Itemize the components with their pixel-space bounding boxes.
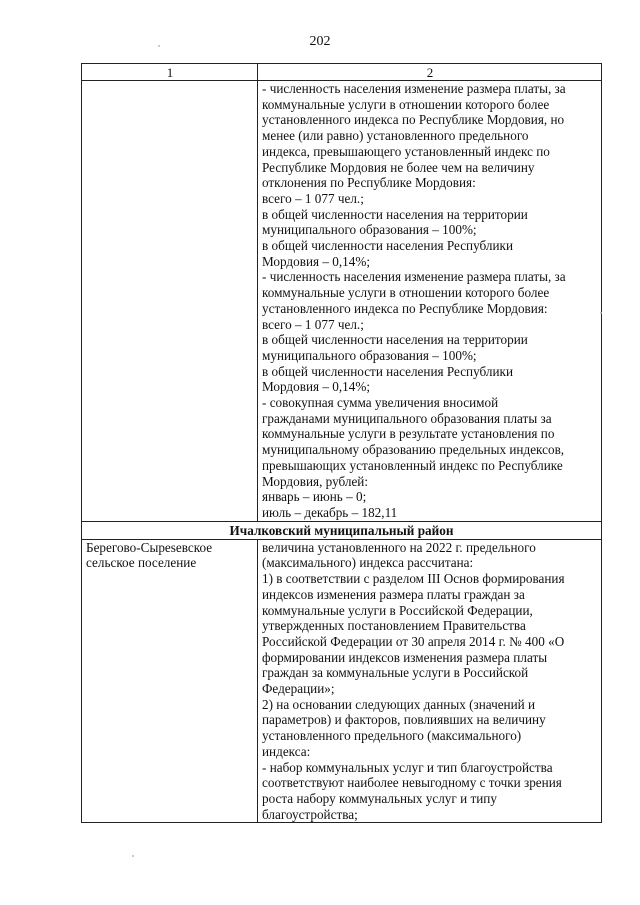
continuation-row xyxy=(82,81,602,522)
scan-speck xyxy=(158,45,160,47)
text-line: установленного индекса по Республике Мордовия, но xyxy=(262,112,565,128)
text-line: в общей численности населения Республики xyxy=(262,238,514,254)
text-line: в общей численности населения на территории xyxy=(262,206,528,222)
text-line: всего – 1 077 чел.; xyxy=(262,316,364,332)
text-line: Мордовия – 0,14%; xyxy=(262,253,370,269)
settlement-name-line: Берегово-Сырesевское xyxy=(86,539,213,555)
text-line: - численность населения изменение размера платы, за xyxy=(262,81,566,96)
text-line: величина установленного на 2022 г. предельного xyxy=(262,539,536,555)
column-header-1: 1 xyxy=(82,64,258,81)
text-line: благоустройства; xyxy=(262,806,358,822)
text-line: коммунальные услуги в отношении которого более xyxy=(262,96,550,112)
text-line: индексов изменения размера платы граждан за xyxy=(262,586,525,602)
continuation-row-col2 xyxy=(258,81,602,522)
text-line: - совокупная сумма увеличения вносимой xyxy=(262,395,499,411)
column-header-2: 2 xyxy=(258,64,602,81)
text-line: индекса: xyxy=(262,743,311,759)
text-line: отклонения по Республике Мордовия: xyxy=(262,175,476,191)
settlement-name-line: сельское поселение xyxy=(86,555,197,571)
text-line: гражданами муниципального образования платы за xyxy=(262,410,552,426)
text-line: превышающих установленный индекс по Республике xyxy=(262,457,563,473)
text-line: - набор коммунальных услуг и тип благоустройства xyxy=(262,759,553,775)
text-line: Мордовия, рублей: xyxy=(262,473,369,489)
text-line: параметров) и факторов, повлиявших на величину xyxy=(262,712,546,728)
settlement-row xyxy=(82,539,602,823)
text-line: муниципального образования – 100%; xyxy=(262,347,477,363)
text-line: формировании индексов изменения размера платы xyxy=(262,649,548,665)
text-line: граждан за коммунальные услуги в Российской xyxy=(262,665,529,681)
text-line: 1) в соответствии с разделом III Основ формирования xyxy=(262,571,565,587)
text-line: коммунальные услуги в отношении которого более xyxy=(262,285,550,301)
text-line: установленного предельного (максимального) xyxy=(262,728,522,744)
text-line: муниципального образования – 100%; xyxy=(262,222,477,238)
text-line: установленного индекса по Республике Мордовия: xyxy=(262,300,548,316)
section-title-row xyxy=(82,521,602,539)
text-line: в общей численности населения Республики xyxy=(262,363,514,379)
scan-speck xyxy=(132,855,134,857)
text-line: соответствуют наиболее невыгодному с точки зрения xyxy=(262,775,562,791)
page-number: 202 xyxy=(309,34,331,49)
text-line: 2) на основании следующих данных (значений и xyxy=(262,696,536,712)
settlement-description-cell xyxy=(258,539,602,823)
document-table xyxy=(81,63,602,823)
text-line: Республике Мордовия не более чем на величину xyxy=(262,159,535,175)
text-line: всего – 1 077 чел.; xyxy=(262,190,364,206)
settlement-name-cell xyxy=(82,539,258,823)
text-line: менее (или равно) установленного предельного xyxy=(262,128,529,144)
text-line: июль – декабрь – 182,11 xyxy=(262,504,398,520)
text-line: коммунальные услуги в Российской Федерации, xyxy=(262,602,533,618)
text-line: (максимального) индекса рассчитана: xyxy=(262,555,474,571)
text-line: роста набору коммунальных услуг и типу xyxy=(262,790,497,806)
continuation-row-col1 xyxy=(82,81,258,522)
text-line: коммунальные услуги в результате установления по xyxy=(262,426,555,442)
text-line: - численность населения изменение размера платы, за xyxy=(262,269,566,285)
text-line: муниципальному образованию предельных индексов, xyxy=(262,442,565,458)
text-line: январь – июнь – 0; xyxy=(262,489,367,505)
text-line: в общей численности населения на территории xyxy=(262,332,528,348)
text-line: Мордовия – 0,14%; xyxy=(262,379,370,395)
text-line: утвержденных постановлением Правительства xyxy=(262,618,526,634)
text-line: Российской Федерации от 30 апреля 2014 г. № 400 «О xyxy=(262,633,565,649)
text-line: индекса, превышающего установленный индекс по xyxy=(262,143,550,159)
scan-speck xyxy=(600,312,602,314)
text-line: Федерации»; xyxy=(262,681,335,697)
section-title: Ичалковский муниципальный район xyxy=(82,521,602,539)
table-header-row xyxy=(82,64,602,81)
